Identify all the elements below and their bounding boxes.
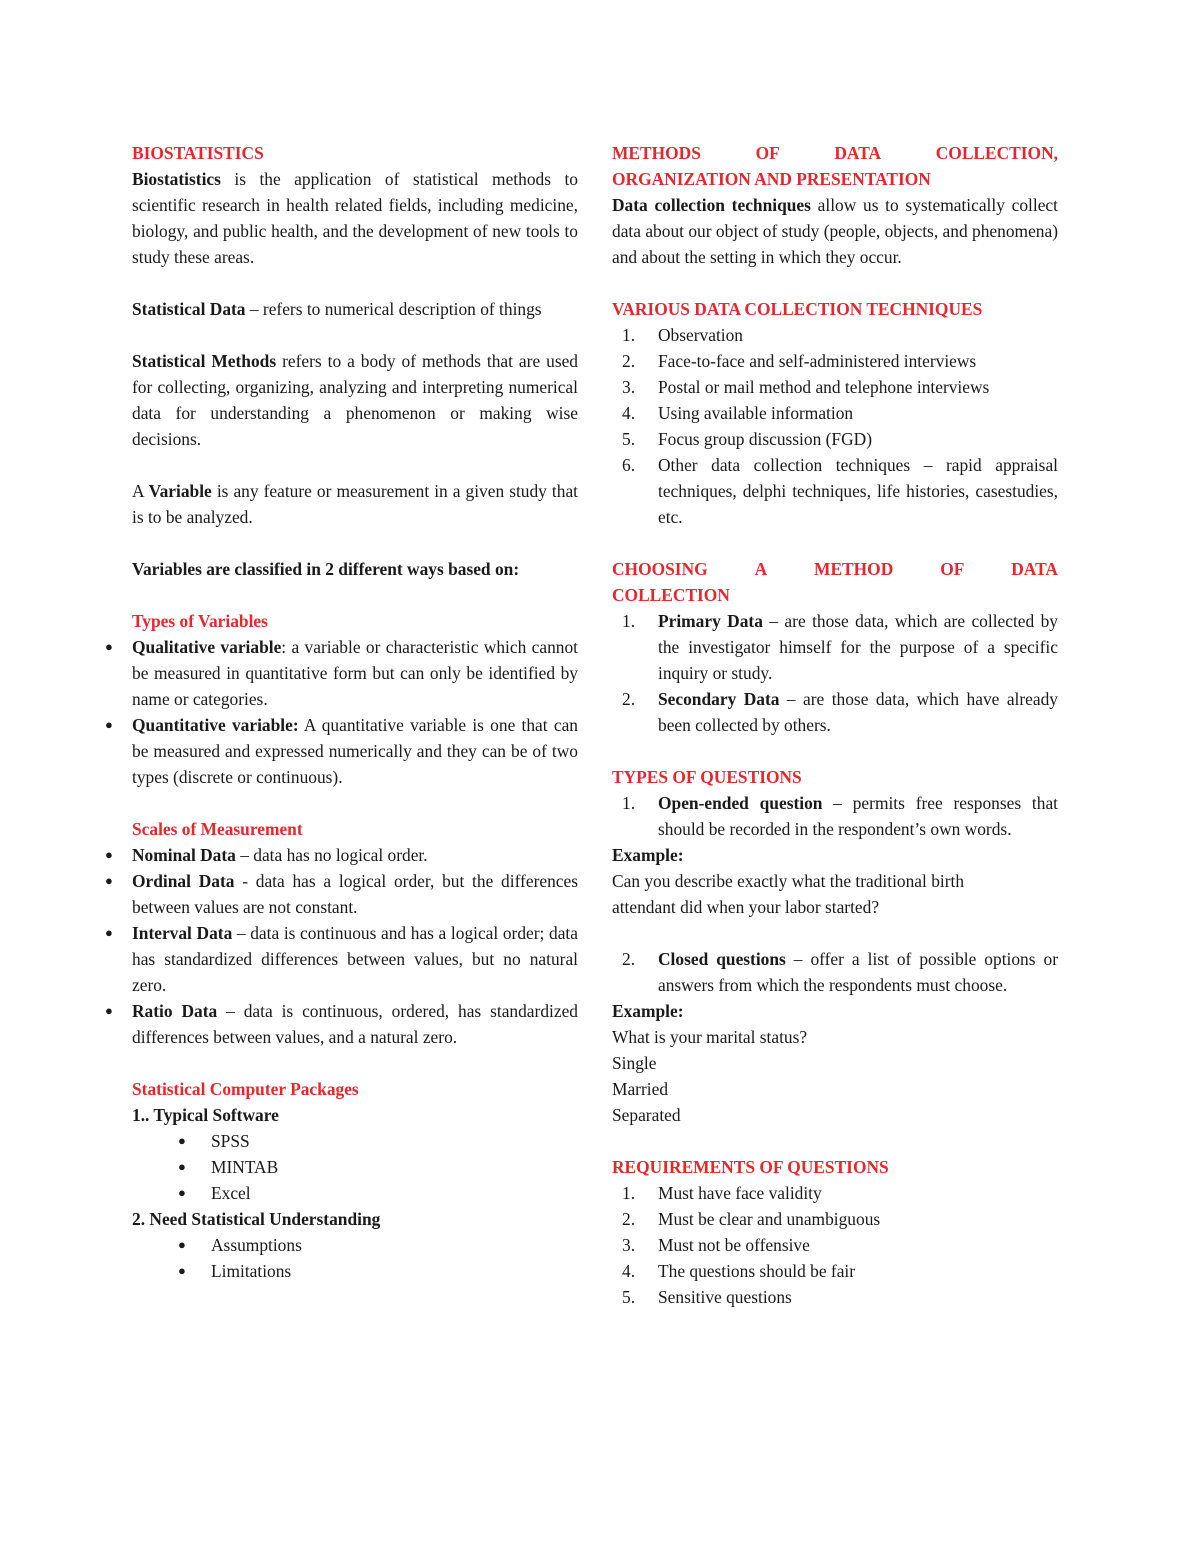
- biostatistics-heading: BIOSTATISTICS: [132, 143, 264, 163]
- understanding-list: [132, 1232, 578, 1284]
- statistical-data-definition: [132, 296, 578, 322]
- requirements-list: [612, 1180, 1058, 1310]
- closed-question-item: [612, 946, 1058, 998]
- methods-heading-line2: ORGANIZATION AND PRESENTATION: [612, 169, 931, 189]
- scales-list: [105, 842, 578, 1050]
- list-item: ● SPSS: [132, 1128, 578, 1154]
- software-list: [132, 1128, 578, 1206]
- types-of-variables-heading: Types of Variables: [132, 611, 268, 631]
- bullet-icon: ●: [105, 847, 113, 862]
- list-item: 1. Observation: [622, 325, 744, 345]
- bullet-icon: ●: [178, 1133, 186, 1148]
- biostatistics-def-text: is the application of statistical methods to scientific research in health related fields, including medicine, biology, and public health, and the development of new tools to study these areas.: [132, 169, 578, 267]
- list-item: 3. Must not be offensive: [622, 1235, 810, 1255]
- choosing-list: [612, 608, 1058, 738]
- bullet-icon: ●: [178, 1237, 186, 1252]
- bullet-icon: ●: [178, 1185, 186, 1200]
- left-column: [105, 140, 579, 1284]
- types-of-variables-list: [105, 634, 578, 790]
- statistical-methods-def-text: refers to a body of methods that are used for collecting, organizing, analyzing and interpreting numerical data for understanding a phenomenon or making wise decisions.: [132, 351, 579, 449]
- various-techniques-list: [612, 322, 1058, 530]
- bullet-icon: ●: [105, 873, 113, 888]
- example-2-option-married: Married: [612, 1079, 669, 1099]
- need-understanding-label: 2. Need Statistical Understanding: [132, 1209, 381, 1229]
- bullet-icon: ●: [105, 639, 113, 654]
- example-2-option-separated: Separated: [612, 1105, 681, 1125]
- example-label-2: Example:: [612, 1001, 684, 1021]
- list-item: 4. Using available information: [622, 403, 854, 423]
- list-item: ● Ordinal Data - data has a logical order, but the differences between values are not constant.: [132, 868, 578, 920]
- list-item: ● Limitations: [132, 1258, 578, 1284]
- list-item: 2. Secondary Data – are those data, which have already been collected by others.: [622, 689, 1058, 735]
- list-item: 2. Must be clear and unambiguous: [622, 1209, 881, 1229]
- statistical-methods-term: Statistical Methods: [132, 351, 277, 371]
- various-techniques-heading: VARIOUS DATA COLLECTION TECHNIQUES: [612, 299, 983, 319]
- variable-term: Variable: [148, 481, 212, 501]
- bullet-icon: ●: [105, 1003, 113, 1018]
- classified-line: Variables are classified in 2 different ways based on:: [132, 559, 520, 579]
- bullet-icon: ●: [105, 717, 113, 732]
- methods-heading-line1: METHODS OF DATA COLLECTION,: [612, 143, 1058, 163]
- bullet-icon: ●: [105, 925, 113, 940]
- typical-software-label: 1.. Typical Software: [132, 1105, 279, 1125]
- variable-definition: [132, 478, 578, 530]
- list-item: 1. Primary Data – are those data, which are collected by the investigator himself for the purpose of a specific inquiry or study.: [622, 611, 1059, 683]
- bullet-icon: ●: [178, 1159, 186, 1174]
- list-item: 3. Postal or mail method and telephone interviews: [622, 377, 990, 397]
- list-item: ● Assumptions: [132, 1232, 578, 1258]
- techniques-definition: Data collection techniques allow us to systematically collect data about our object of study (people, objects, and phenomena) and about the setting in which they occur.: [612, 195, 1058, 267]
- example-2-question: What is your marital status?: [612, 1027, 808, 1047]
- variable-prefix: A: [132, 481, 149, 501]
- example-2-option-single: Single: [612, 1053, 657, 1073]
- statistical-data-def-text: – refers to numerical description of things: [245, 299, 542, 319]
- list-item: ● Interval Data – data is continuous and has a logical order; data has standardized differences between values, but no natural zero.: [132, 920, 578, 998]
- types-of-questions-heading: TYPES OF QUESTIONS: [612, 767, 802, 787]
- list-item: ● Qualitative variable: a variable or characteristic which cannot be measured in quantitative form but can only be identified by name or categories.: [132, 634, 578, 712]
- choosing-heading-line2: COLLECTION: [612, 585, 730, 605]
- variable-def-text: is any feature or measurement in a given study that is to be analyzed.: [132, 481, 578, 527]
- right-column: [612, 140, 1058, 1310]
- list-item: 5. Focus group discussion (FGD): [622, 429, 873, 449]
- list-item: ● Nominal Data – data has no logical order.: [132, 842, 578, 868]
- list-item: ● Excel: [132, 1180, 578, 1206]
- statistical-methods-definition: [132, 348, 578, 452]
- list-item: ● MINTAB: [132, 1154, 578, 1180]
- list-item: 2. Closed questions – offer a list of possible options or answers from which the respondents must choose.: [622, 949, 1058, 995]
- packages-heading: Statistical Computer Packages: [132, 1079, 359, 1099]
- requirements-heading: REQUIREMENTS OF QUESTIONS: [612, 1157, 889, 1177]
- example-1-text: Can you describe exactly what the traditional birth attendant did when your labor started?: [612, 871, 965, 917]
- biostatistics-term: Biostatistics: [132, 169, 221, 189]
- choosing-heading-line1: CHOOSING A METHOD OF DATA: [612, 559, 1058, 579]
- list-item: 2. Face-to-face and self-administered interviews: [622, 351, 977, 371]
- scales-heading: Scales of Measurement: [132, 819, 303, 839]
- example-label-1: Example:: [612, 845, 684, 865]
- list-item: ● Ratio Data – data is continuous, ordered, has standardized differences between values, and a natural zero.: [132, 998, 578, 1050]
- list-item: 4. The questions should be fair: [622, 1261, 856, 1281]
- statistical-data-term: Statistical Data: [132, 299, 246, 319]
- list-item: 1. Must have face validity: [622, 1183, 822, 1203]
- open-question-item: [612, 790, 1058, 842]
- biostatistics-definition: [132, 166, 578, 270]
- list-item: 6. Other data collection techniques – rapid appraisal techniques, delphi techniques, life histories, casestudies, etc.: [622, 455, 1058, 527]
- list-item: ● Quantitative variable: A quantitative variable is one that can be measured and expressed numerically and they can be of two types (discrete or continuous).: [132, 712, 578, 790]
- bullet-icon: ●: [178, 1263, 186, 1278]
- list-item: 1. Open-ended question – permits free responses that should be recorded in the respondent’s own words.: [622, 793, 1058, 839]
- list-item: 5. Sensitive questions: [622, 1287, 792, 1307]
